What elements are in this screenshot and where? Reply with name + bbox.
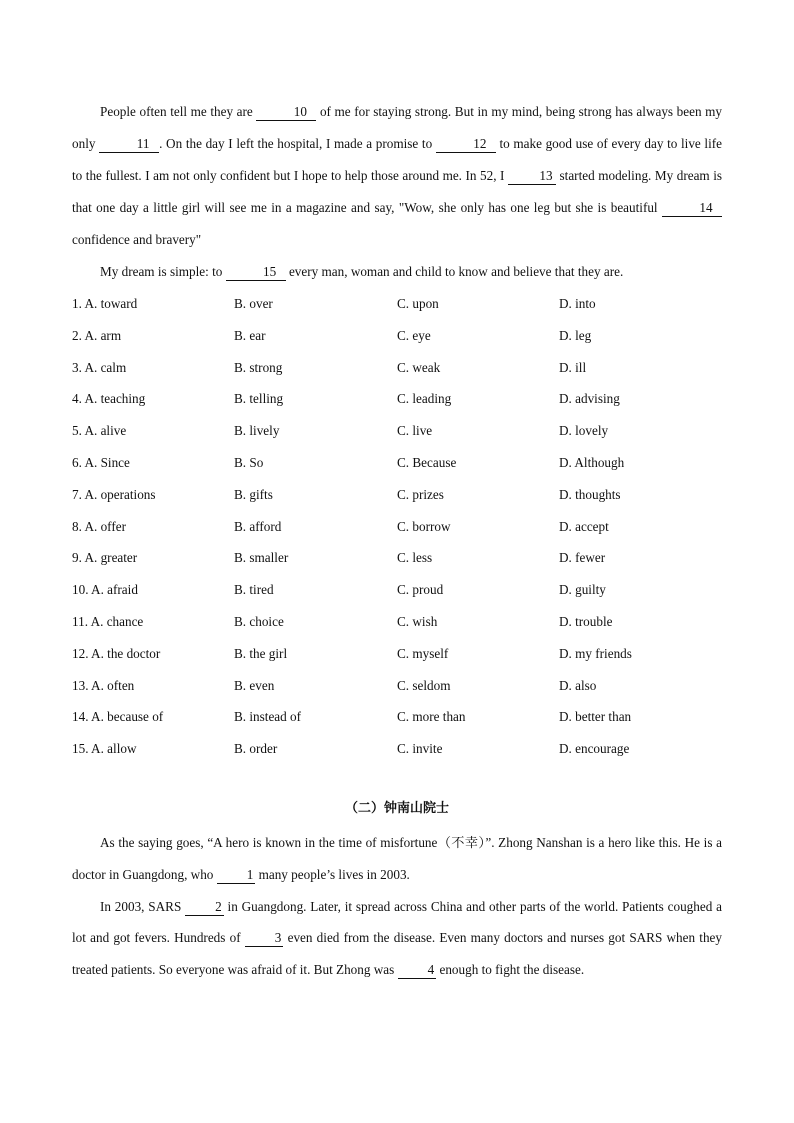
passage-text: enough to fight the disease. — [436, 962, 585, 978]
question-number: 9. A. — [72, 550, 98, 566]
option-a — [72, 511, 234, 543]
option-b: B. ear — [234, 327, 266, 343]
option-a-text: afraid — [107, 582, 138, 598]
question-row — [72, 670, 722, 702]
question-number: 4. A. — [72, 391, 98, 407]
option-a-text: operations — [100, 486, 156, 502]
option-a-text: alive — [100, 423, 127, 439]
question-row — [72, 701, 722, 733]
option-a — [72, 638, 234, 670]
passage-text: As the saying goes, “A hero is known in the time of misfortune（不幸）”. Zhong Nanshan is a hero like this. He is a doctor in Guangdong, who — [72, 834, 722, 882]
option-d: D. guilty — [559, 582, 606, 598]
section-title: （二）钟南山院士 — [344, 800, 449, 816]
passage-text: In 2003, SARS — [100, 898, 186, 914]
option-a-text: often — [107, 677, 135, 693]
question-row — [72, 511, 722, 543]
option-b: B. even — [234, 677, 275, 693]
question-row — [72, 288, 722, 320]
document-page — [72, 96, 722, 986]
question-number: 12. A. — [72, 645, 104, 661]
option-c: C. invite — [397, 741, 443, 757]
option-a — [72, 542, 234, 574]
question-number: 11. A. — [72, 613, 104, 629]
option-c: C. borrow — [397, 518, 451, 534]
question-number: 10. A. — [72, 582, 104, 598]
blank-10: 10 — [256, 104, 316, 121]
option-c: C. weak — [397, 359, 441, 375]
option-a — [72, 479, 234, 511]
option-d: D. encourage — [559, 741, 630, 757]
option-b: B. strong — [234, 359, 283, 375]
option-b: B. over — [234, 296, 273, 311]
section2-paragraph-1 — [72, 827, 722, 891]
question-number: 5. A. — [72, 423, 98, 439]
option-b: B. instead of — [234, 709, 302, 725]
question-row — [72, 606, 722, 638]
question-row — [72, 320, 722, 352]
option-a — [72, 701, 234, 733]
option-b: B. So — [234, 454, 264, 470]
option-b: B. the girl — [234, 645, 288, 661]
option-b: B. lively — [234, 423, 280, 439]
blank-1: 1 — [217, 867, 256, 884]
question-row — [72, 383, 722, 415]
option-c: C. proud — [397, 582, 444, 598]
passage-text: in Guangdong. Later, it spread across China and other parts of the world. Patients coughed a lot and got fevers. Hundreds of — [72, 898, 722, 946]
passage-text: even died from the disease. Even many doctors and nurses got SARS when they treated patients. So everyone was afraid of it. But Zhong was — [72, 930, 722, 978]
question-number: 3. A. — [72, 359, 98, 375]
option-d: D. thoughts — [559, 486, 621, 502]
option-c: C. myself — [397, 645, 449, 661]
option-a-text: teaching — [100, 391, 146, 407]
blank-14: 14 — [662, 200, 722, 217]
question-number: 14. A. — [72, 709, 104, 725]
option-a-text: allow — [107, 741, 137, 757]
blank-15: 15 — [226, 264, 286, 281]
option-a — [72, 288, 234, 320]
option-b: B. choice — [234, 613, 284, 629]
option-c: C. seldom — [397, 677, 451, 693]
passage-text: started modeling. My dream is that one day a little girl will see me in a magazine and say, "Wow, she only has one leg but she is beautiful — [72, 168, 723, 215]
option-d: D. my friends — [559, 645, 632, 661]
blank-3: 3 — [245, 930, 284, 947]
option-d: D. into — [559, 296, 596, 311]
option-a-text: greater — [100, 550, 138, 566]
option-b: B. telling — [234, 391, 284, 407]
option-a — [72, 352, 234, 384]
option-a — [72, 733, 234, 765]
option-a-text: arm — [100, 327, 122, 343]
option-a-text: chance — [106, 613, 144, 629]
option-b: B. afford — [234, 518, 282, 534]
question-row — [72, 479, 722, 511]
option-c: C. live — [397, 423, 433, 439]
option-b: B. smaller — [234, 550, 289, 566]
blank-4: 4 — [398, 962, 437, 979]
question-number: 15. A. — [72, 741, 104, 757]
passage-text: My dream is simple: to — [100, 264, 226, 279]
option-d: D. advising — [559, 391, 620, 407]
passage-text: confidence and bravery" — [72, 232, 202, 247]
option-d: D. fewer — [559, 550, 606, 566]
option-d: D. ill — [559, 359, 587, 375]
option-c: C. eye — [397, 327, 431, 343]
option-a — [72, 320, 234, 352]
option-d: D. Although — [559, 454, 625, 470]
passage-paragraph-2 — [72, 256, 722, 288]
blank-2: 2 — [185, 899, 224, 916]
option-d: D. trouble — [559, 613, 613, 629]
option-d: D. better than — [559, 709, 632, 725]
option-a-text: Since — [100, 454, 130, 470]
option-b: B. gifts — [234, 486, 273, 502]
passage-text: People often tell me they are — [100, 104, 257, 119]
option-c: C. prizes — [397, 486, 444, 502]
option-b: B. tired — [234, 582, 274, 598]
option-a — [72, 574, 234, 606]
option-a-text: offer — [100, 518, 126, 534]
option-d: D. leg — [559, 327, 592, 343]
question-number: 7. A. — [72, 486, 98, 502]
option-a-text: the doctor — [107, 645, 161, 661]
question-row — [72, 415, 722, 447]
passage-paragraph-1 — [72, 96, 722, 256]
option-a — [72, 447, 234, 479]
option-c: C. wish — [397, 613, 438, 629]
question-row — [72, 574, 722, 606]
option-a — [72, 383, 234, 415]
passage-text: many people’s lives in 2003. — [255, 866, 410, 882]
blank-11: 11 — [99, 136, 159, 153]
passage-text: every man, woman and child to know and believe that they are. — [285, 264, 624, 279]
option-b: B. order — [234, 741, 278, 757]
option-a-text: calm — [100, 359, 127, 375]
question-number: 13. A. — [72, 677, 104, 693]
option-c: C. upon — [397, 296, 439, 311]
option-a — [72, 670, 234, 702]
option-d: D. also — [559, 677, 597, 693]
option-a-text: toward — [100, 296, 138, 311]
passage-text: . On the day I left the hospital, I made a promise to — [159, 136, 436, 151]
section2-paragraph-2 — [72, 891, 722, 986]
question-row — [72, 447, 722, 479]
option-a-text: because of — [107, 709, 164, 725]
option-a — [72, 415, 234, 447]
blank-13: 13 — [508, 168, 556, 185]
options-list — [72, 288, 722, 765]
option-c: C. more than — [397, 709, 466, 725]
question-row — [72, 733, 722, 765]
option-c: C. leading — [397, 391, 452, 407]
question-number: 6. A. — [72, 454, 98, 470]
passage-text: of me for staying strong. But in my mind, being strong has always been my only — [72, 104, 722, 151]
question-number: 1. A. — [72, 296, 98, 311]
question-row — [72, 638, 722, 670]
blank-12: 12 — [436, 136, 496, 153]
option-d: D. accept — [559, 518, 609, 534]
option-c: C. Because — [397, 454, 457, 470]
passage-text: to make good use of every day to live life to the fullest. I am not only confident but I hope to help those around me. In 52, I — [72, 136, 723, 183]
question-number: 2. A. — [72, 327, 98, 343]
option-c: C. less — [397, 550, 433, 566]
question-number: 8. A. — [72, 518, 98, 534]
question-row — [72, 352, 722, 384]
option-d: D. lovely — [559, 423, 609, 439]
option-a — [72, 606, 234, 638]
question-row — [72, 542, 722, 574]
